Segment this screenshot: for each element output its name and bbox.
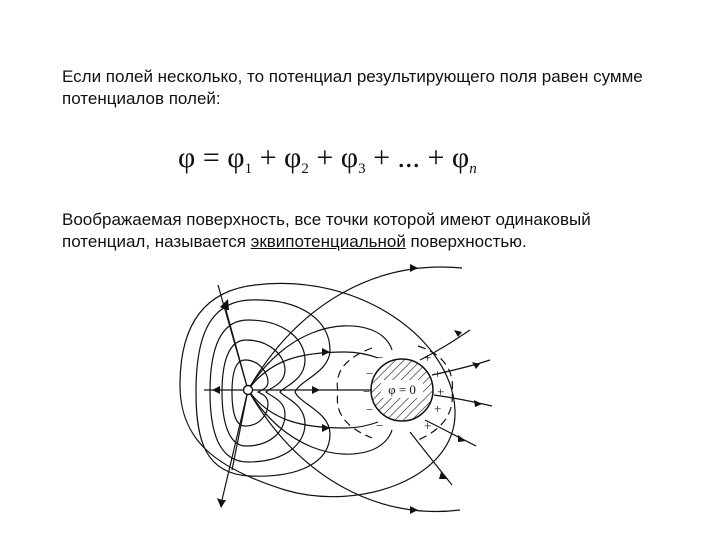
field-arrow bbox=[312, 386, 320, 394]
induced-charge-minus: − bbox=[363, 384, 371, 399]
field-arrow bbox=[322, 348, 330, 356]
paragraph-multiple-fields: Если полей несколько, то потенциал результирующего поля равен сумме потенциалов полей: bbox=[62, 67, 643, 108]
field-arrow bbox=[220, 299, 229, 310]
superposition-formula: $\varphi = \varphi_1 + \varphi_2 + \varphi_3$ + ... + $\varphi_n$ bbox=[178, 141, 477, 177]
field-line bbox=[222, 390, 248, 500]
induced-charge-minus: − bbox=[366, 402, 374, 417]
induced-charge-plus: + bbox=[434, 401, 442, 416]
field-line bbox=[425, 420, 476, 446]
field-arrow bbox=[458, 435, 466, 442]
field-arrow bbox=[410, 264, 418, 272]
induced-charge-minus: − bbox=[366, 366, 374, 381]
field-arrow bbox=[212, 386, 220, 394]
induced-charge-plus: + bbox=[434, 366, 442, 381]
induced-charge-plus: + bbox=[437, 384, 445, 399]
paragraph-equipotential-definition: Воображаемая поверхность, все точки которой имеют одинаковый потенциал, называется эквипотенциальной поверхностью. bbox=[62, 210, 591, 251]
field-arrow bbox=[474, 400, 482, 407]
equipotential-term: эквипотенциальной bbox=[250, 232, 406, 251]
induced-charge-minus: − bbox=[376, 418, 384, 433]
point-charge bbox=[244, 386, 253, 395]
induced-charge-minus: − bbox=[376, 350, 384, 365]
field-arrow bbox=[217, 498, 226, 508]
induced-charge-plus: + bbox=[424, 418, 432, 433]
field-line bbox=[248, 390, 460, 512]
field-arrow bbox=[439, 472, 448, 479]
sphere-potential-label: φ = 0 bbox=[388, 382, 416, 397]
induced-charge-plus: + bbox=[424, 350, 432, 365]
field-line bbox=[248, 267, 462, 390]
field-arrow bbox=[410, 506, 418, 514]
